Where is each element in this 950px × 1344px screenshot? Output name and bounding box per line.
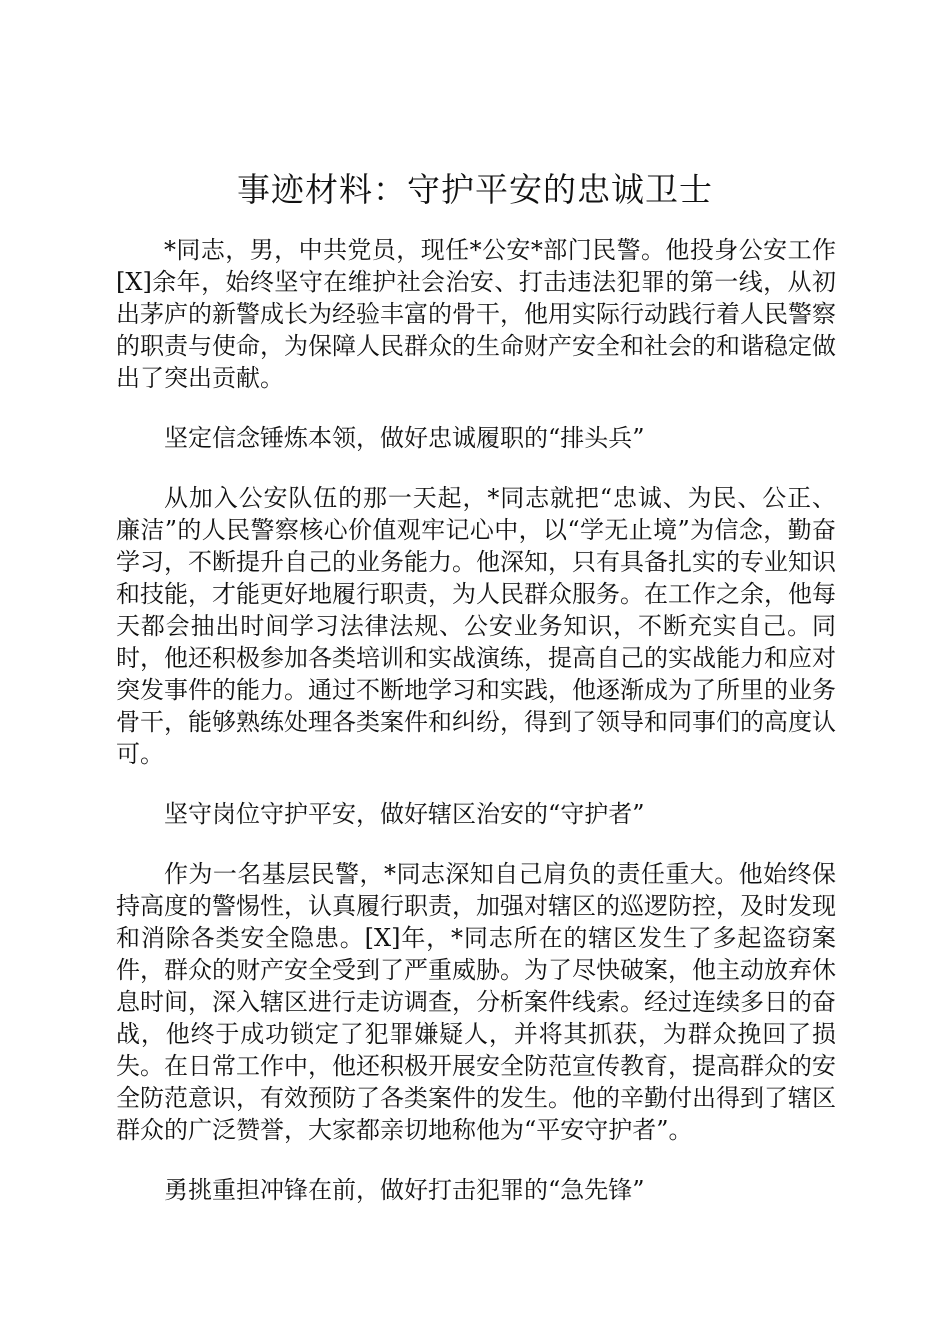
section-paragraph-1: 从加入公安队伍的那一天起，*同志就把“忠诚、为民、公正、廉洁”的人民警察核心价值观牢记心中，以“学无止境”为信念，勤奋学习，不断提升自己的业务能力。他深知，只有具备扎实的专业知识和技能，才能更好地履行职责，为人民群众服务。在工作之余，他每天都会抽出时间学习法律法规、公安业务知识，不断充实自己。同时，他还积极参加各类培训和实战演练，提高自己的实战能力和应对突发事件的能力。通过不断地学习和实践，他逐渐成为了所里的业务骨干，能够熟练处理各类案件和纠纷，得到了领导和同事们的高度认可。 [116,484,836,768]
intro-paragraph: *同志，男，中共党员，现任*公安*部门民警。他投身公安工作[X]余年，始终坚守在维护社会治安、打击违法犯罪的第一线，从初出茅庐的新警成长为经验丰富的骨干，他用实际行动践行着人民警察的职责与使命，为保障人民群众的生命财产安全和社会的和谐稳定做出了突出贡献。 [116,236,836,392]
section-heading-3: 勇挑重担冲锋在前，做好打击犯罪的“急先锋” [164,1176,645,1204]
document-body [116,234,836,1234]
section-paragraph-2: 作为一名基层民警，*同志深知自己肩负的责任重大。他始终保持高度的警惕性，认真履行职责，加强对辖区的巡逻防控，及时发现和消除各类安全隐患。[X]年，*同志所在的辖区发生了多起盗窃案件，群众的财产安全受到了严重威胁。为了尽快破案，他主动放弃休息时间，深入辖区进行走访调查，分析案件线索。经过连续多日的奋战，他终于成功锁定了犯罪嫌疑人，并将其抓获，为群众挽回了损失。在日常工作中，他还积极开展安全防范宣传教育，提高群众的安全防范意识，有效预防了各类案件的发生。他的辛勤付出得到了辖区群众的广泛赞誉，大家都亲切地称他为“平安守护者”。 [116,860,836,1144]
section-heading-2: 坚守岗位守护平安，做好辖区治安的“守护者” [164,800,645,828]
section-heading-1: 坚定信念锤炼本领，做好忠诚履职的“排头兵” [164,424,645,452]
document-title: 事迹材料：守护平安的忠诚卫士 [237,170,713,209]
